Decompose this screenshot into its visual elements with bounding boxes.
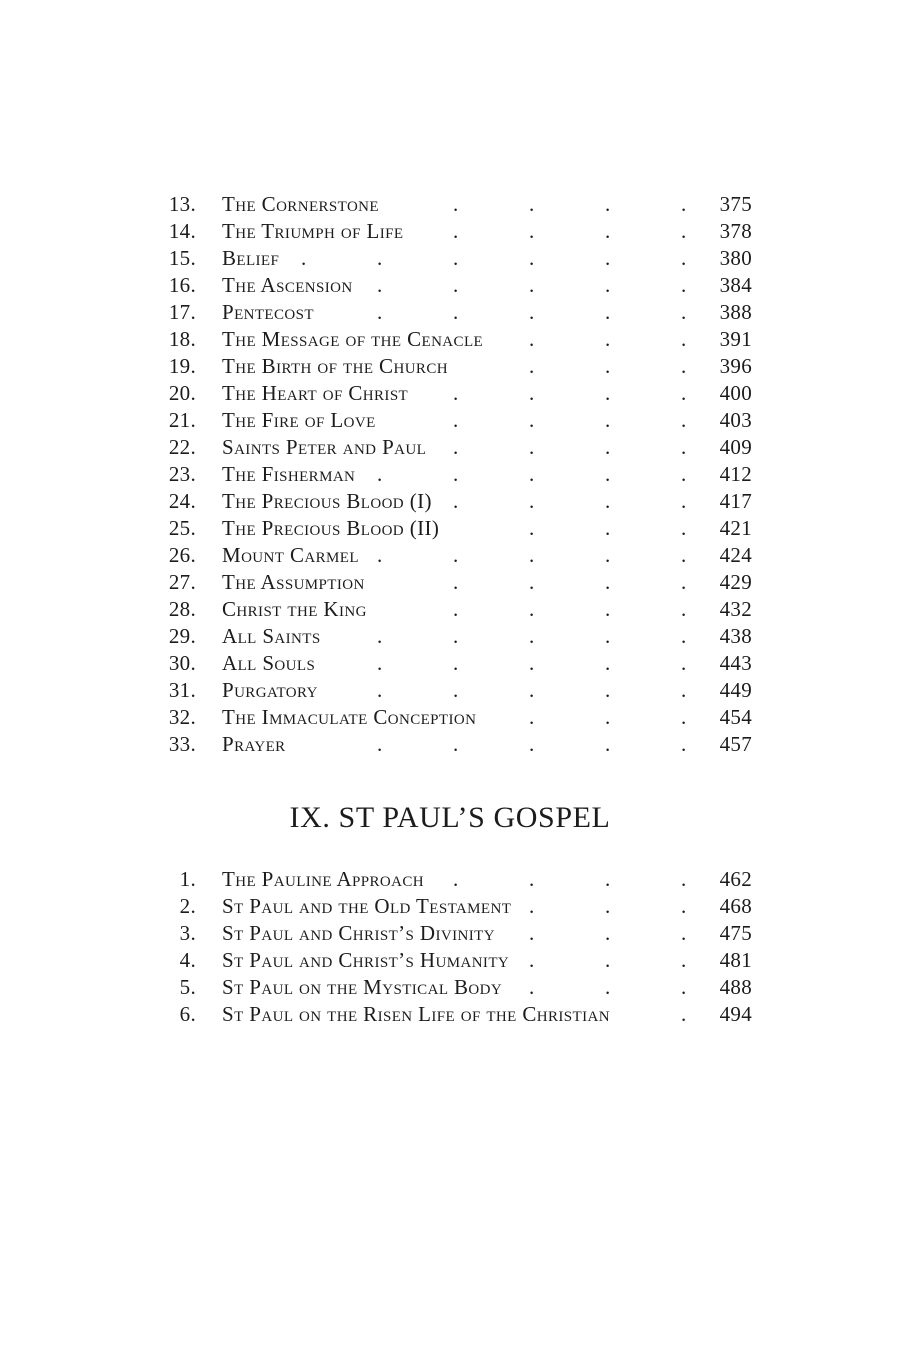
toc-row	[0, 488, 900, 515]
leader-dot: .	[605, 327, 611, 351]
leader-dot: .	[681, 705, 687, 729]
leader-dot: .	[681, 894, 687, 918]
leader-dot: .	[681, 867, 687, 891]
leader-dot: .	[529, 597, 535, 621]
toc-row	[0, 353, 900, 380]
entry-page-number: 421	[719, 516, 752, 540]
entry-page-number: 378	[719, 219, 752, 243]
toc-row	[0, 218, 900, 245]
leader-dot: .	[605, 192, 611, 216]
leader-dot: .	[605, 732, 611, 756]
leader-dot: .	[605, 489, 611, 513]
entry-number: 32.	[168, 705, 196, 729]
leader-dot: .	[681, 327, 687, 351]
entry-page-number: 454	[719, 705, 752, 729]
leader-dot: .	[605, 624, 611, 648]
leader-dot: .	[301, 246, 307, 270]
entry-number: 4.	[179, 948, 196, 972]
leader-dot: .	[453, 624, 459, 648]
leader-dot: .	[681, 273, 687, 297]
leader-dot: .	[453, 246, 459, 270]
toc-row	[0, 596, 900, 623]
entry-page-number: 488	[719, 975, 752, 999]
leader-dot: .	[681, 921, 687, 945]
entry-number: 33.	[168, 732, 196, 756]
entry-title: The Assumption	[222, 570, 365, 594]
leader-dot: .	[377, 678, 383, 702]
leader-dot: .	[453, 867, 459, 891]
toc-row	[0, 299, 900, 326]
leader-dot: .	[529, 408, 535, 432]
toc-row	[0, 866, 900, 893]
toc-list-part-ix	[0, 866, 900, 1028]
leader-dot: .	[681, 489, 687, 513]
entry-page-number: 475	[719, 921, 752, 945]
entry-page-number: 494	[719, 1002, 752, 1026]
entry-number: 14.	[168, 219, 196, 243]
leader-dot: .	[529, 219, 535, 243]
leader-dot: .	[681, 300, 687, 324]
entry-title: The Triumph of Life	[222, 219, 404, 243]
leader-dot: .	[605, 705, 611, 729]
entry-title: St Paul and Christ’s Divinity	[222, 921, 495, 945]
leader-dot: .	[681, 192, 687, 216]
leader-dot: .	[453, 732, 459, 756]
entry-number: 1.	[179, 867, 196, 891]
entry-page-number: 468	[719, 894, 752, 918]
leader-dot: .	[529, 327, 535, 351]
entry-number: 2.	[179, 894, 196, 918]
leader-dot: .	[529, 651, 535, 675]
entry-page-number: 449	[719, 678, 752, 702]
leader-dot: .	[681, 732, 687, 756]
leader-dot: .	[681, 948, 687, 972]
entry-number: 22.	[168, 435, 196, 459]
leader-dot: .	[529, 273, 535, 297]
entry-page-number: 391	[719, 327, 752, 351]
leader-dot: .	[377, 300, 383, 324]
leader-dot: .	[605, 246, 611, 270]
toc-row	[0, 920, 900, 947]
toc-row	[0, 731, 900, 758]
leader-dot: .	[529, 948, 535, 972]
toc-row	[0, 380, 900, 407]
leader-dot: .	[605, 273, 611, 297]
leader-dot: .	[453, 408, 459, 432]
entry-page-number: 457	[719, 732, 752, 756]
toc-list-part-viii-continued	[0, 191, 900, 758]
leader-dot: .	[529, 894, 535, 918]
entry-title: St Paul and Christ’s Humanity	[222, 948, 510, 972]
leader-dot: .	[605, 948, 611, 972]
entry-number: 5.	[179, 975, 196, 999]
entry-number: 23.	[168, 462, 196, 486]
leader-dot: .	[453, 381, 459, 405]
entry-title: St Paul on the Risen Life of the Christian	[222, 1002, 610, 1026]
entry-page-number: 409	[719, 435, 752, 459]
entry-page-number: 443	[719, 651, 752, 675]
entry-title: St Paul and the Old Testament	[222, 894, 512, 918]
leader-dot: .	[529, 462, 535, 486]
leader-dot: .	[605, 543, 611, 567]
entry-number: 13.	[168, 192, 196, 216]
entry-title: The Fire of Love	[222, 408, 376, 432]
leader-dot: .	[605, 381, 611, 405]
leader-dot: .	[605, 435, 611, 459]
leader-dot: .	[453, 651, 459, 675]
leader-dot: .	[605, 651, 611, 675]
entry-title: Pentecost	[222, 300, 314, 324]
leader-dot: .	[605, 354, 611, 378]
leader-dot: .	[605, 516, 611, 540]
leader-dot: .	[681, 651, 687, 675]
leader-dot: .	[453, 300, 459, 324]
entry-title: The Pauline Approach	[222, 867, 425, 891]
toc-row	[0, 245, 900, 272]
entry-number: 26.	[168, 543, 196, 567]
entry-title: Belief	[222, 246, 280, 270]
leader-dot: .	[605, 462, 611, 486]
leader-dot: .	[605, 975, 611, 999]
entry-page-number: 380	[719, 246, 752, 270]
leader-dot: .	[529, 381, 535, 405]
leader-dot: .	[453, 192, 459, 216]
leader-dot: .	[681, 624, 687, 648]
leader-dot: .	[529, 192, 535, 216]
entry-title: Saints Peter and Paul	[222, 435, 427, 459]
toc-row	[0, 272, 900, 299]
leader-dot: .	[453, 273, 459, 297]
entry-number: 15.	[168, 246, 196, 270]
toc-row	[0, 407, 900, 434]
toc-row	[0, 461, 900, 488]
entry-number: 25.	[168, 516, 196, 540]
entry-page-number: 400	[719, 381, 752, 405]
entry-page-number: 388	[719, 300, 752, 324]
leader-dot: .	[529, 921, 535, 945]
toc-row	[0, 569, 900, 596]
entry-title: The Precious Blood (II)	[222, 516, 440, 540]
entry-title: The Cornerstone	[222, 192, 379, 216]
toc-row	[0, 704, 900, 731]
leader-dot: .	[681, 408, 687, 432]
leader-dot: .	[681, 975, 687, 999]
leader-dot: .	[377, 462, 383, 486]
entry-page-number: 412	[719, 462, 752, 486]
entry-title: The Precious Blood (I)	[222, 489, 432, 513]
leader-dot: .	[453, 435, 459, 459]
leader-dot: .	[681, 597, 687, 621]
leader-dot: .	[605, 597, 611, 621]
entry-title: All Souls	[222, 651, 316, 675]
entry-title: St Paul on the Mystical Body	[222, 975, 503, 999]
entry-title: All Saints	[222, 624, 321, 648]
entry-number: 29.	[168, 624, 196, 648]
leader-dot: .	[529, 489, 535, 513]
leader-dot: .	[529, 543, 535, 567]
entry-title: The Ascension	[222, 273, 353, 297]
leader-dot: .	[681, 246, 687, 270]
toc-row	[0, 326, 900, 353]
leader-dot: .	[453, 678, 459, 702]
leader-dot: .	[453, 597, 459, 621]
leader-dot: .	[453, 219, 459, 243]
entry-page-number: 384	[719, 273, 752, 297]
toc-row	[0, 677, 900, 704]
entry-title: The Birth of the Church	[222, 354, 448, 378]
leader-dot: .	[681, 1002, 687, 1026]
entry-number: 20.	[168, 381, 196, 405]
leader-dot: .	[453, 570, 459, 594]
leader-dot: .	[605, 867, 611, 891]
entry-page-number: 396	[719, 354, 752, 378]
entry-title: The Immaculate Conception	[222, 705, 477, 729]
entry-title: Christ the King	[222, 597, 367, 621]
entry-title: The Message of the Cenacle	[222, 327, 484, 351]
entry-number: 24.	[168, 489, 196, 513]
leader-dot: .	[377, 273, 383, 297]
entry-number: 16.	[168, 273, 196, 297]
leader-dot: .	[377, 732, 383, 756]
leader-dot: .	[529, 678, 535, 702]
leader-dot: .	[377, 624, 383, 648]
entry-number: 18.	[168, 327, 196, 351]
entry-number: 30.	[168, 651, 196, 675]
toc-row	[0, 1001, 900, 1028]
leader-dot: .	[605, 921, 611, 945]
leader-dot: .	[529, 975, 535, 999]
toc-row	[0, 947, 900, 974]
entry-number: 27.	[168, 570, 196, 594]
toc-row	[0, 542, 900, 569]
entry-page-number: 438	[719, 624, 752, 648]
entry-number: 21.	[168, 408, 196, 432]
leader-dot: .	[681, 570, 687, 594]
toc-row	[0, 191, 900, 218]
leader-dot: .	[377, 543, 383, 567]
section-heading: IX. ST PAUL’S GOSPEL	[289, 801, 611, 834]
entry-page-number: 424	[719, 543, 752, 567]
leader-dot: .	[453, 543, 459, 567]
entry-number: 17.	[168, 300, 196, 324]
leader-dot: .	[681, 543, 687, 567]
entry-page-number: 432	[719, 597, 752, 621]
leader-dot: .	[377, 246, 383, 270]
leader-dot: .	[453, 489, 459, 513]
toc-row	[0, 515, 900, 542]
leader-dot: .	[605, 894, 611, 918]
entry-number: 28.	[168, 597, 196, 621]
leader-dot: .	[529, 570, 535, 594]
leader-dot: .	[605, 570, 611, 594]
leader-dot: .	[529, 705, 535, 729]
entry-title: Prayer	[222, 732, 286, 756]
leader-dot: .	[529, 516, 535, 540]
entry-page-number: 375	[719, 192, 752, 216]
leader-dot: .	[681, 381, 687, 405]
toc-row	[0, 434, 900, 461]
toc-row	[0, 974, 900, 1001]
toc-row	[0, 893, 900, 920]
entry-page-number: 462	[719, 867, 752, 891]
toc-row	[0, 623, 900, 650]
leader-dot: .	[681, 219, 687, 243]
leader-dot: .	[529, 300, 535, 324]
entry-page-number: 481	[719, 948, 752, 972]
leader-dot: .	[529, 867, 535, 891]
leader-dot: .	[529, 624, 535, 648]
entry-number: 31.	[168, 678, 196, 702]
leader-dot: .	[681, 435, 687, 459]
entry-title: The Fisherman	[222, 462, 356, 486]
toc-row	[0, 650, 900, 677]
leader-dot: .	[681, 462, 687, 486]
leader-dot: .	[605, 219, 611, 243]
entry-page-number: 403	[719, 408, 752, 432]
entry-page-number: 417	[719, 489, 752, 513]
leader-dot: .	[605, 300, 611, 324]
leader-dot: .	[681, 516, 687, 540]
leader-dot: .	[681, 678, 687, 702]
entry-number: 3.	[179, 921, 196, 945]
leader-dot: .	[605, 678, 611, 702]
leader-dot: .	[681, 354, 687, 378]
entry-page-number: 429	[719, 570, 752, 594]
entry-title: Purgatory	[222, 678, 318, 702]
leader-dot: .	[529, 354, 535, 378]
entry-title: Mount Carmel	[222, 543, 359, 567]
leader-dot: .	[377, 651, 383, 675]
entry-number: 6.	[179, 1002, 196, 1026]
leader-dot: .	[529, 435, 535, 459]
leader-dot: .	[605, 408, 611, 432]
entry-number: 19.	[168, 354, 196, 378]
entry-title: The Heart of Christ	[222, 381, 409, 405]
leader-dot: .	[453, 462, 459, 486]
leader-dot: .	[529, 246, 535, 270]
leader-dot: .	[529, 732, 535, 756]
